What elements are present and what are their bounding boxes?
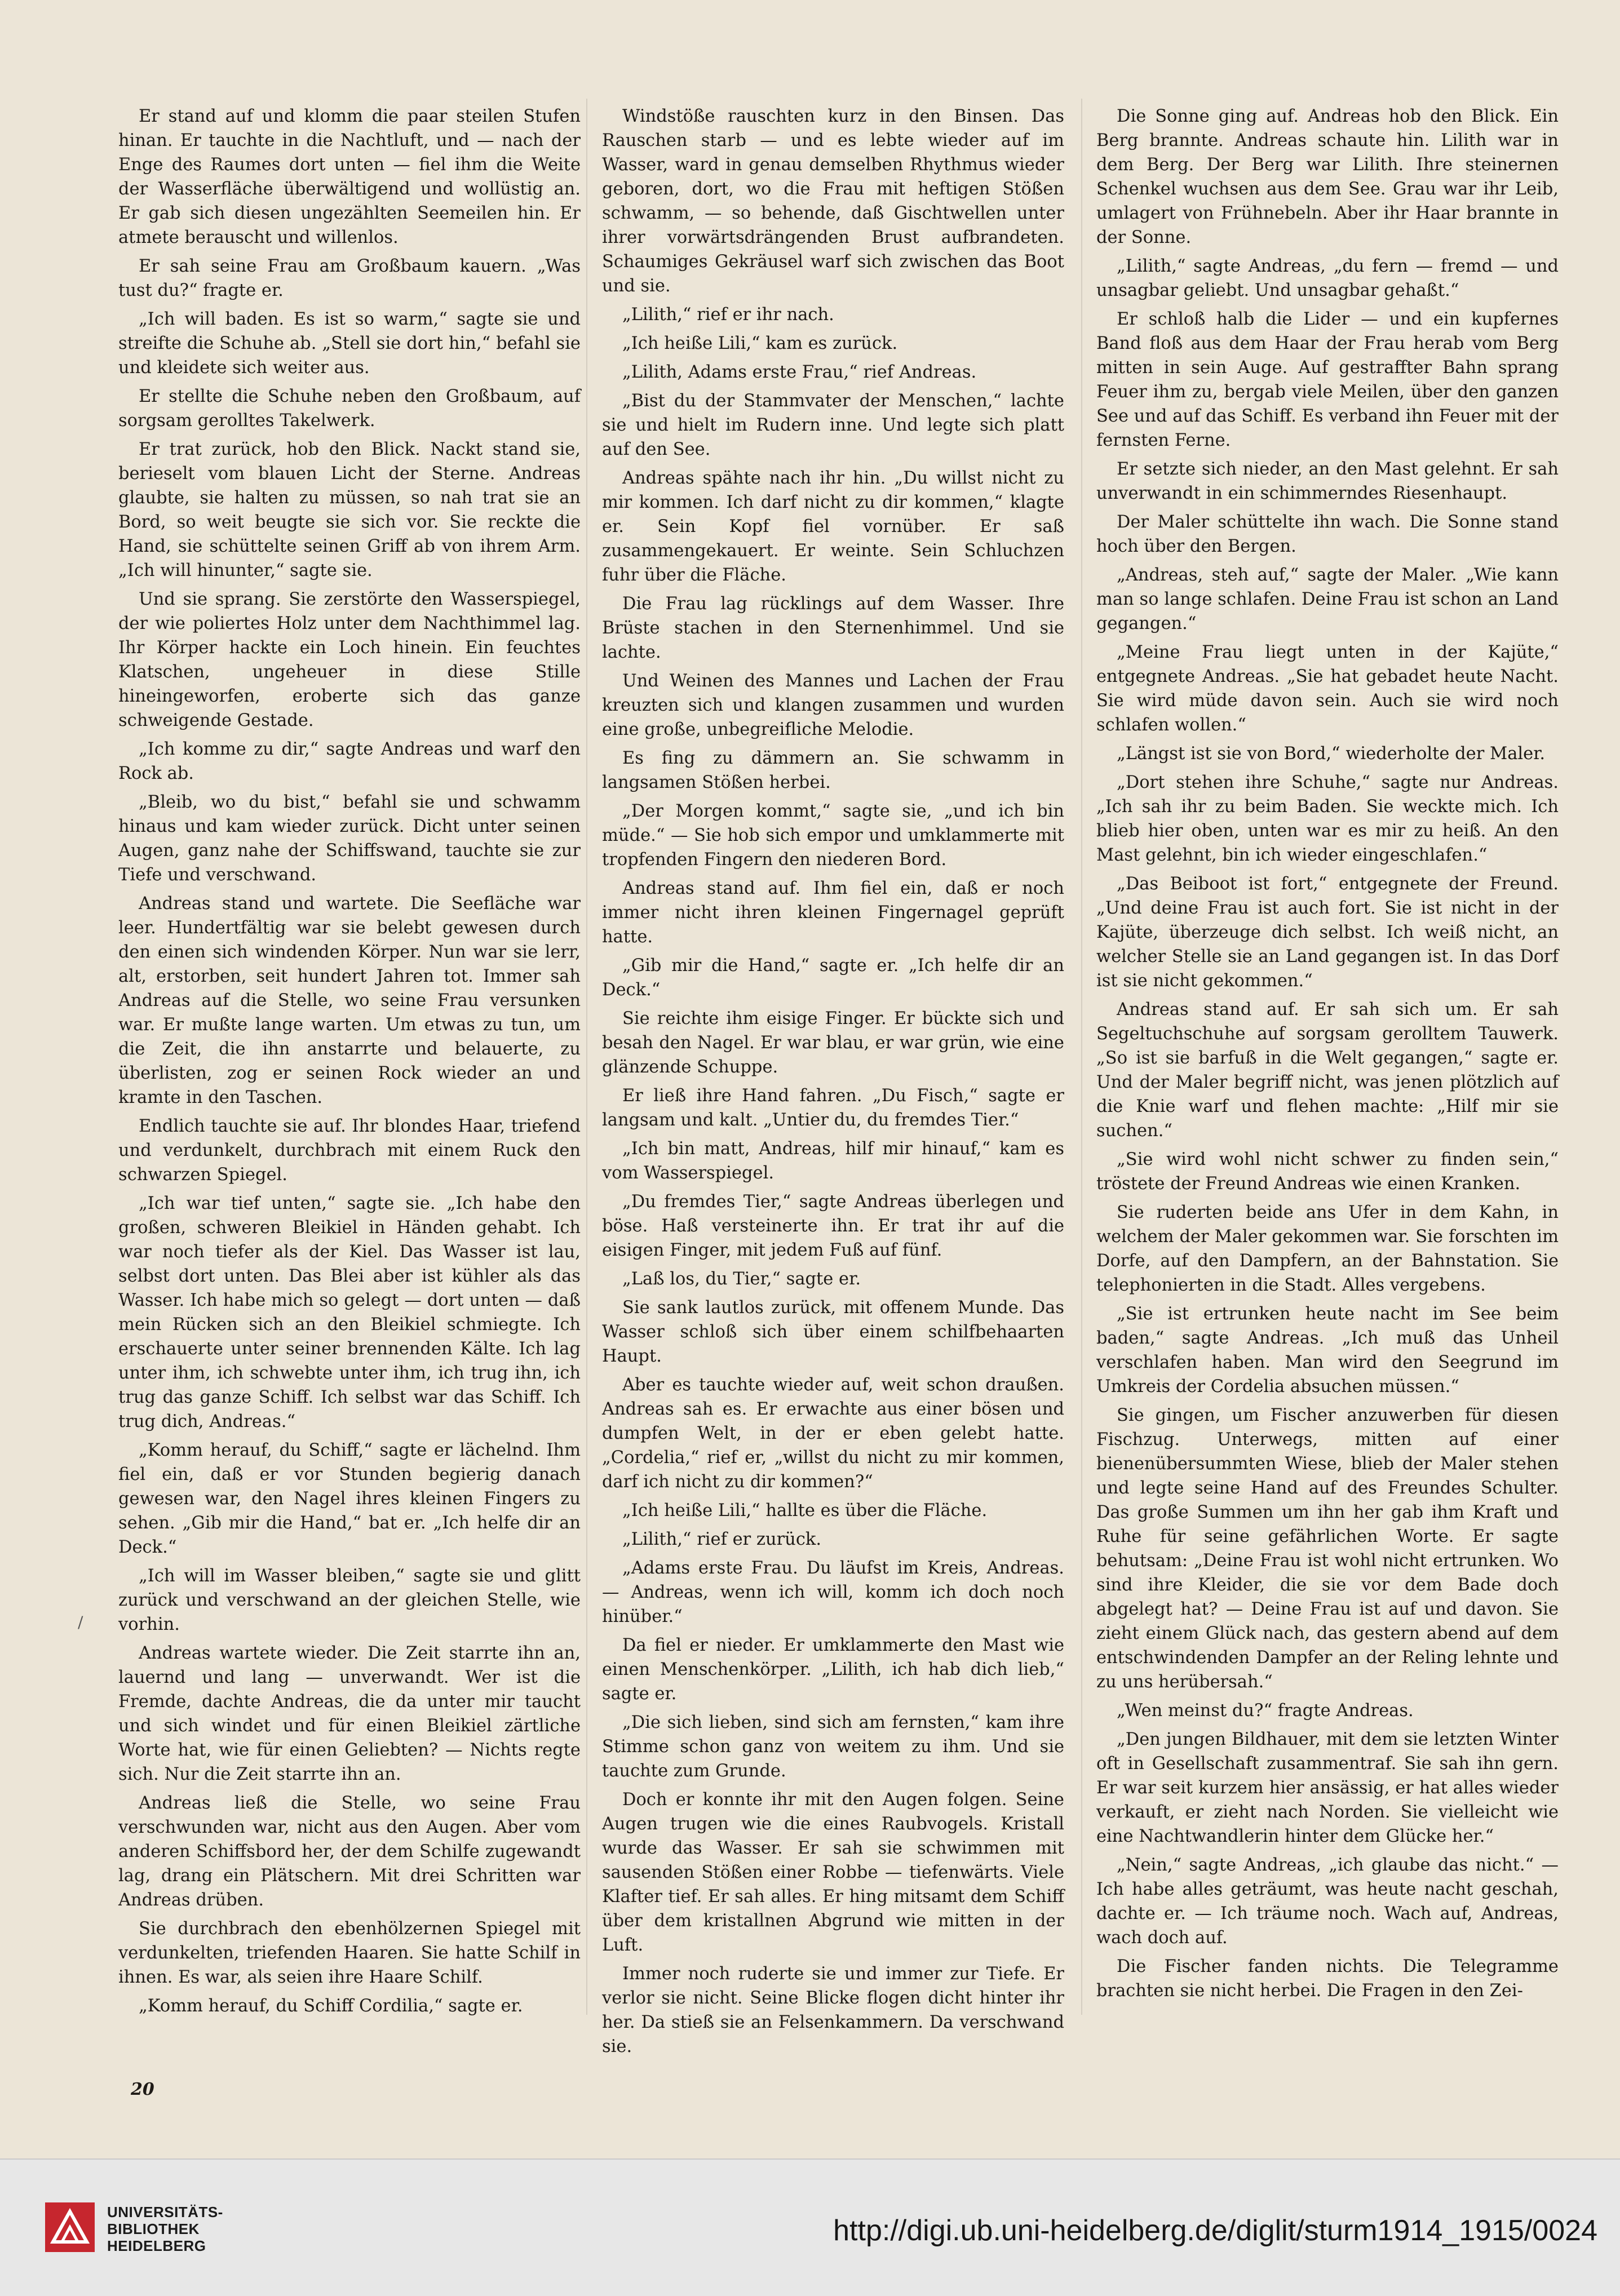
institution-line: UNIVERSITÄTS- bbox=[107, 2204, 223, 2220]
paragraph: „Ich will im Wasser bleiben,“ sagte sie und glitt zurück und verschwand an der gleichen Stelle, wie vorhin. bbox=[118, 1566, 581, 1634]
paragraph: „Bleib, wo du bist,“ befahl sie und schwamm hinaus und kam wieder zurück. Dicht unter seinen Augen, ganz nahe der Schiffswand, tauchte sie zur Tiefe und verschwand. bbox=[118, 792, 581, 885]
paragraph: „Ich heiße Lili,“ hallte es über die Fläche. bbox=[622, 1501, 988, 1521]
page-number: 20 bbox=[131, 2080, 154, 2099]
paragraph: Er ließ ihre Hand fahren. „Du Fisch,“ sagte er langsam und kalt. „Untier du, du fremdes Tier.“ bbox=[602, 1086, 1064, 1130]
paragraph: Er sah seine Frau am Großbaum kauern. „Was tust du?“ fragte er. bbox=[118, 256, 581, 300]
source-url-link[interactable]: http://digi.ub.uni-heidelberg.de/diglit/sturm1914_1915/0024 bbox=[833, 2214, 1597, 2247]
paragraph: „Nein,“ sagte Andreas, „ich glaube das nicht.“ — Ich habe alles geträumt, was heute nacht geschah, dachte er. — Ich träume noch. Wach auf, Andreas, wach doch auf. bbox=[1096, 1855, 1559, 1948]
paragraph: „Den jungen Bildhauer, mit dem sie letzten Winter oft in Gesellschaft zusammentraf. Sie sah ihn gern. Er war seit kurzem hier ansässig, er hat alles wieder verkauft, er zieht nach Norden. Sie vielleicht wie eine Nachtwandlerin hinter dem Glücke her.“ bbox=[1096, 1730, 1559, 1846]
paragraph: „Ich will baden. Es ist so warm,“ sagte sie und streifte die Schuhe ab. „Stell sie dort hin,“ befahl sie und kleidete sich weiter aus. bbox=[118, 309, 581, 378]
paragraph: „Die sich lieben, sind sich am fernsten,“ kam ihre Stimme schon ganz von weitem zu ihm. Und sie tauchte zum Grunde. bbox=[602, 1713, 1064, 1781]
paragraph: Sie gingen, um Fischer anzuwerben für diesen Fischzug. Unterwegs, mitten auf einer bienenübersummten Wiese, blieb der Maler stehen und legte seine Hand auf des Freundes Schulter. Das große Summen um ihn her gab ihm Kraft und Ruhe für seine gefährlichen Worte. Er sagte behutsam: „Deine Frau ist wohl nicht ertrunken. Wo sind ihre Kleider, die sie vor dem Bade doch abgelegt hat? — Deine Frau ist auf und davon. Sie zieht einem Glück nach, das gestern abend auf dem entschwindenden Dampfer an der Reling lehnte und zu uns herübersah.“ bbox=[1096, 1406, 1559, 1692]
paragraph: „Bist du der Stammvater der Menschen,“ lachte sie und hielt im Rudern inne. Und legte sich platt auf den See. bbox=[602, 391, 1064, 459]
paragraph: „Dort stehen ihre Schuhe,“ sagte nur Andreas. „Ich sah ihr zu beim Baden. Sie weckte mich. Ich blieb hier oben, unten war es mir zu heiß. An den Mast gelehnt, bin ich wieder eingeschlafen.“ bbox=[1096, 773, 1559, 865]
paragraph: Andreas stand auf. Ihm fiel ein, daß er noch immer nicht ihren kleinen Fingernagel geprüft hatte. bbox=[602, 879, 1064, 947]
paragraph: Andreas ließ die Stelle, wo seine Frau verschwunden war, nicht aus den Augen. Aber vom anderen Schiffsbord her, der dem Schilfe zugewandt lag, drang ein Plätschern. Mit drei Schritten war Andreas drüben. bbox=[118, 1793, 581, 1910]
paragraph: Es fing zu dämmern an. Sie schwamm in langsamen Stößen herbei. bbox=[602, 748, 1064, 792]
paragraph: „Du fremdes Tier,“ sagte Andreas überlegen und böse. Haß versteinerte ihn. Er trat ihr auf die eisigen Finger, mit jedem Fuß auf fünf. bbox=[602, 1192, 1064, 1260]
paragraph: „Wen meinst du?“ fragte Andreas. bbox=[1117, 1701, 1414, 1721]
text-column-1 bbox=[118, 104, 581, 2023]
paragraph: „Lilith, Adams erste Frau,“ rief Andreas. bbox=[622, 362, 977, 382]
paragraph: „Andreas, steh auf,“ sagte der Maler. „Wie kann man so lange schlafen. Deine Frau ist schon an Land gegangen.“ bbox=[1096, 565, 1559, 633]
paragraph: „Ich bin matt, Andreas, hilf mir hinauf,“ kam es vom Wasserspiegel. bbox=[602, 1139, 1064, 1183]
paragraph: Da fiel er nieder. Er umklammerte den Mast wie einen Menschenkörper. „Lilith, ich hab dich lieb,“ sagte er. bbox=[602, 1635, 1064, 1704]
institution-line: BIBLIOTHEK bbox=[107, 2220, 200, 2237]
paragraph: Er stand auf und klomm die paar steilen Stufen hinan. Er tauchte in die Nachtluft, und — nach der Enge des Raumes dort unten — fiel ihm die Weite der Wasserfläche überwältigend und wollüstig an. Er gab sich diesen ungezählten Seemeilen hin. Er atmete berauscht und willenlos. bbox=[118, 107, 581, 247]
text-column-3 bbox=[1096, 104, 1559, 2007]
paragraph: Doch er konnte ihr mit den Augen folgen. Seine Augen trugen wie die eines Raubvogels. Kristall wurde das Wasser. Er sah sie schwimmen mit sausenden Stößen einer Robbe — tiefenwärts. Viele Klafter tief. Er sah alles. Er hing mitsamt dem Schiff über dem kristallnen Abgrund wie mitten in der Luft. bbox=[602, 1790, 1064, 1955]
paragraph: Endlich tauchte sie auf. Ihr blondes Haar, triefend und verdunkelt, durchbrach mit einem Ruck den schwarzen Spiegel. bbox=[118, 1116, 581, 1185]
paragraph: Die Fischer fanden nichts. Die Telegramme brachten sie nicht herbei. Die Fragen in den Zei- bbox=[1096, 1957, 1559, 2001]
paragraph: Und Weinen des Mannes und Lachen der Frau kreuzten sich und klangen zusammen und wurden eine große, unbegreifliche Melodie. bbox=[602, 671, 1064, 739]
paragraph: „Lilith,“ rief er ihr nach. bbox=[622, 305, 834, 325]
margin-mark: / bbox=[78, 1613, 83, 1632]
column-divider bbox=[1081, 99, 1082, 2015]
university-logo-icon bbox=[45, 2202, 95, 2252]
paragraph: „Der Morgen kommt,“ sagte sie, „und ich bin müde.“ — Sie hob sich empor und umklammerte mit tropfenden Fingern den niederen Bord. bbox=[602, 801, 1064, 870]
paragraph: Er trat zurück, hob den Blick. Nackt stand sie, berieselt vom blauen Licht der Sterne. Andreas glaubte, sie halten zu müssen, so nah trat sie an Bord, so weit beugte sie sich vor. Sie reckte die Hand, sie schüttelte seinen Griff ab von ihrem Arm. „Ich will hinunter,“ sagte sie. bbox=[118, 440, 581, 580]
paragraph: Der Maler schüttelte ihn wach. Die Sonne stand hoch über den Bergen. bbox=[1096, 512, 1559, 556]
paragraph: Andreas stand und wartete. Die Seefläche war leer. Hundertfältig war sie belebt gewesen durch den einen sich windenden Körper. Nun war sie lerr, alt, erstorben, seit hundert Jahren tot. Immer sah Andreas auf die Stelle, wo seine Frau versunken war. Er mußte lange warten. Um etwas zu tun, um die Zeit, die ihn anstarrte und belauerte, zu überlisten, zog er seinen Rock wieder an und kramte in den Taschen. bbox=[118, 894, 581, 1107]
paragraph: „Lilith,“ rief er zurück. bbox=[622, 1530, 822, 1549]
paragraph: „Ich war tief unten,“ sagte sie. „Ich habe den großen, schweren Bleikiel in Händen gehabt. Ich war noch tiefer als der Kiel. Das Wasser ist lau, selbst dort unten. Das Blei aber ist kühler als das Wasser. Ich habe mich so gelegt — dort unten — daß mein Rücken sich an den Bleikiel schmiegte. Ich erschauerte unter seiner brennenden Kälte. Ich lag unter ihm, ich schwebte unter ihm, ich trug ihn, ich trug das ganze Schiff. Ich selbst war das Schiff. Ich trug dich, Andreas.“ bbox=[118, 1194, 581, 1431]
footer-bar bbox=[0, 2158, 1620, 2296]
paragraph: Die Sonne ging auf. Andreas hob den Blick. Ein Berg brannte. Andreas schaute hin. Lilith war in dem Berg. Der Berg war Lilith. Ihre steinernen Schenkel wuchsen aus dem See. Grau war ihr Leib, umlagert von Frühnebeln. Aber ihr Haar brannte in der Sonne. bbox=[1096, 107, 1559, 247]
paragraph: Andreas stand auf. Er sah sich um. Er sah Segeltuchschuhe auf sorgsam gerolltem Tauwerk. „So ist sie barfuß in die Welt gegangen,“ sagte er. Und der Maler begriff nicht, was jenen plötzlich auf die Knie warf und flehen machte: „Hilf mir sie suchen.“ bbox=[1096, 1000, 1559, 1141]
text-column-2 bbox=[602, 104, 1064, 2063]
paragraph: „Gib mir die Hand,“ sagte er. „Ich helfe dir an Deck.“ bbox=[602, 956, 1064, 1000]
paragraph: Sie ruderten beide ans Ufer in dem Kahn, in welchem der Maler gekommen war. Sie forschten im Dorfe, auf den Dampfern, an der Bahnstation. Sie telephonierten in die Stadt. Alles vergebens. bbox=[1096, 1203, 1559, 1295]
institution-name bbox=[107, 2204, 223, 2254]
paragraph: Er setzte sich nieder, an den Mast gelehnt. Er sah unverwandt in ein schimmerndes Riesenhaupt. bbox=[1096, 459, 1559, 503]
paragraph: Aber es tauchte wieder auf, weit schon draußen. Andreas sah es. Er erwachte aus einer bösen und dumpfen Welt, in der er eben gelebt hatte. „Cordelia,“ rief er, „willst du nicht zu mir kommen, darf ich nicht zu dir kommen?“ bbox=[602, 1375, 1064, 1492]
paragraph: „Laß los, du Tier,“ sagte er. bbox=[622, 1269, 861, 1289]
paragraph: Er schloß halb die Lider — und ein kupfernes Band floß aus dem Haar der Frau herab vom Berg mitten in sein Auge. Auf gestraffter Bahn sprang Feuer ihm zu, bergab viele Meilen, über den ganzen See und auf das Schiff. Es verband ihn Feuer mit der fernsten Ferne. bbox=[1096, 309, 1559, 450]
paragraph: Die Frau lag rücklings auf dem Wasser. Ihre Brüste stachen in den Sternenhimmel. Und sie lachte. bbox=[602, 594, 1064, 662]
paragraph: „Das Beiboot ist fort,“ entgegnete der Freund. „Und deine Frau ist auch fort. Sie ist nicht in der Kajüte, überzeuge dich selbst. Ich weiß nicht, an welcher Stelle sie an Land gegangen ist. In das Dorf ist sie nicht gekommen.“ bbox=[1096, 874, 1559, 991]
paragraph: „Komm herauf, du Schiff,“ sagte er lächelnd. Ihm fiel ein, daß er vor Stunden begierig danach gewesen war, den Nagel ihres kleinen Fingers zu sehen. „Gib mir die Hand,“ bat er. „Ich helfe dir an Deck.“ bbox=[118, 1440, 581, 1557]
paragraph: Und sie sprang. Sie zerstörte den Wasserspiegel, der wie poliertes Holz unter dem Nachthimmel lag. Ihr Körper hackte ein Loch hinein. Ein feuchtes Klatschen, ungeheuer in diese Stille hineingeworfen, eroberte sich das ganze schweigende Gestade. bbox=[118, 589, 581, 730]
institution-line: HEIDELBERG bbox=[107, 2237, 206, 2254]
paragraph: „Meine Frau liegt unten in der Kajüte,“ entgegnete Andreas. „Sie hat gebadet heute Nacht. Sie wird müde davon sein. Auch sie wird noch schlafen wollen.“ bbox=[1096, 642, 1559, 735]
paragraph: „Sie wird wohl nicht schwer zu finden sein,“ tröstete der Freund Andreas wie einen Kranken. bbox=[1096, 1150, 1559, 1194]
paragraph: „Ich komme zu dir,“ sagte Andreas und warf den Rock ab. bbox=[118, 739, 581, 783]
column-divider bbox=[586, 99, 587, 2015]
paragraph: Immer noch ruderte sie und immer zur Tiefe. Er verlor sie nicht. Seine Blicke flogen dicht hinter ihr her. Da stieß sie an Felsenkammern. Da verschwand sie. bbox=[602, 1964, 1064, 2056]
paragraph: „Ich heiße Lili,“ kam es zurück. bbox=[622, 334, 898, 353]
paragraph: „Adams erste Frau. Du läufst im Kreis, Andreas. — Andreas, wenn ich will, komm ich doch noch hinüber.“ bbox=[602, 1558, 1064, 1626]
paragraph: Windstöße rauschten kurz in den Binsen. Das Rauschen starb — und es lebte wieder auf im Wasser, ward in genau demselben Rhythmus wieder geboren, dort, wo die Frau mit heftigen Stößen schwamm, — so behende, daß Gischtwellen unter ihrer vorwärtsdrängenden Brust aufbrandeten. Schaumiges Gekräusel warf sich zwischen das Boot und sie. bbox=[602, 107, 1064, 296]
paragraph: Sie durchbrach den ebenhölzernen Spiegel mit verdunkelten, triefenden Haaren. Sie hatte Schilf in ihnen. Es war, als seien ihre Haare Schilf. bbox=[118, 1919, 581, 1987]
paragraph: „Komm herauf, du Schiff Cordilia,“ sagte er. bbox=[139, 1996, 523, 2016]
paragraph: „Längst ist sie von Bord,“ wiederholte der Maler. bbox=[1117, 744, 1546, 764]
paragraph: Andreas spähte nach ihr hin. „Du willst nicht zu mir kommen. Ich darf nicht zu dir kommen,“ klagte er. Sein Kopf fiel vornüber. Er saß zusammengekauert. Er weinte. Sein Schluchzen fuhr über die Fläche. bbox=[602, 468, 1064, 585]
paragraph: „Lilith,“ sagte Andreas, „du fern — fremd — und unsagbar geliebt. Und unsagbar gehaßt.“ bbox=[1096, 256, 1559, 300]
paragraph: Er stellte die Schuhe neben den Großbaum, auf sorgsam gerolltes Takelwerk. bbox=[118, 387, 581, 431]
paragraph: Sie sank lautlos zurück, mit offenem Munde. Das Wasser schloß sich über einem schilfbehaarten Haupt. bbox=[602, 1298, 1064, 1366]
paragraph: Andreas wartete wieder. Die Zeit starrte ihn an, lauernd und lang — unverwandt. Wer ist die Fremde, dachte Andreas, die da unter mir taucht und sich windet und für einen Bleikiel zärtliche Worte hat, wie für einen Geliebten? — Nichts regte sich. Nur die Zeit starrte ihn an. bbox=[118, 1643, 581, 1784]
paragraph: Sie reichte ihm eisige Finger. Er bückte sich und besah den Nagel. Er war blau, er war grün, wie eine glänzende Schuppe. bbox=[602, 1009, 1064, 1077]
paragraph: „Sie ist ertrunken heute nacht im See beim baden,“ sagte Andreas. „Ich muß das Unheil verschlafen haben. Man wird den Seegrund im Umkreis der Cordelia absuchen müssen.“ bbox=[1096, 1304, 1559, 1397]
